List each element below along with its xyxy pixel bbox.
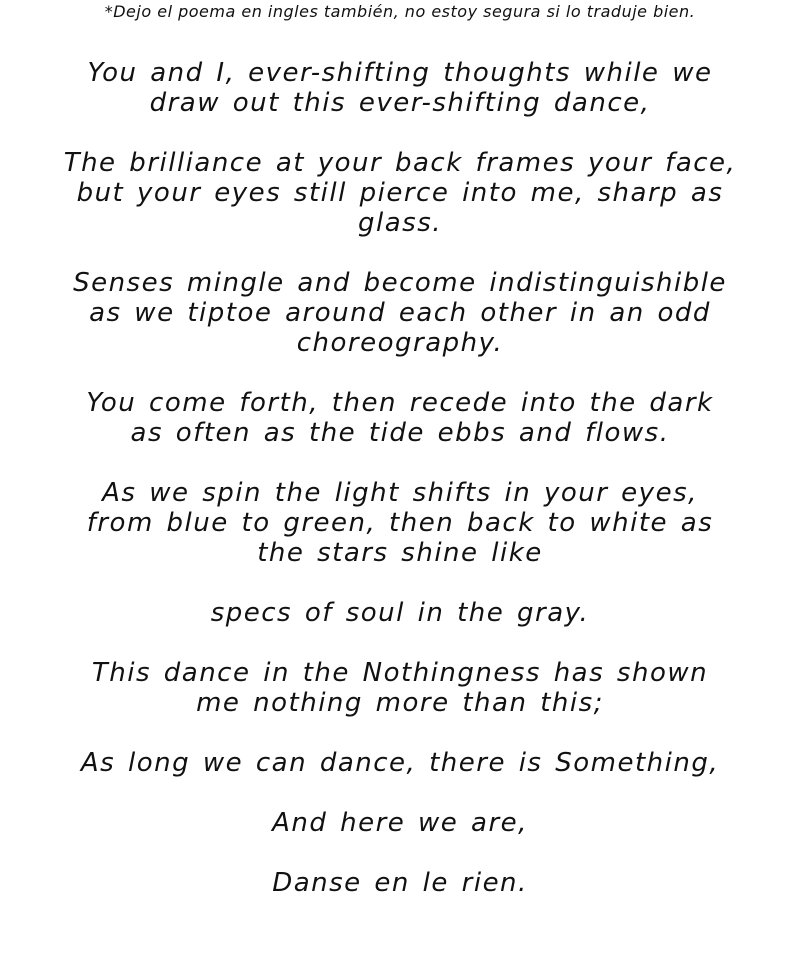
stanza-8 bbox=[40, 748, 760, 778]
poem-line: And here we are, bbox=[272, 808, 528, 838]
stanza-2 bbox=[40, 148, 760, 238]
stanza-10 bbox=[40, 868, 760, 898]
poem-line: draw out this ever-shifting dance, bbox=[149, 88, 651, 118]
poem-line: the stars shine like bbox=[257, 538, 543, 568]
poem-line: as often as the tide ebbs and flows. bbox=[130, 418, 670, 448]
poem-line: You and I, ever-shifting thoughts while we bbox=[87, 58, 713, 88]
stanza-1 bbox=[40, 58, 760, 118]
poem-line: As long we can dance, there is Something, bbox=[80, 748, 720, 778]
stanza-7 bbox=[40, 658, 760, 718]
poem-line: Senses mingle and become indistinguishible bbox=[73, 268, 727, 298]
poem-line: This dance in the Nothingness has shown bbox=[91, 658, 709, 688]
stanza-4 bbox=[40, 388, 760, 448]
poem-line: Danse en le rien. bbox=[272, 868, 528, 898]
poem-line: me nothing more than this; bbox=[196, 688, 604, 718]
poem bbox=[40, 58, 760, 928]
poem-line: but your eyes still pierce into me, sharp as bbox=[76, 178, 724, 208]
stanza-6 bbox=[40, 598, 760, 628]
poem-line: As we spin the light shifts in your eyes, bbox=[102, 478, 698, 508]
stanza-9 bbox=[40, 808, 760, 838]
poem-line: glass. bbox=[357, 208, 443, 238]
poem-line: as we tiptoe around each other in an odd bbox=[89, 298, 711, 328]
poem-line: You come forth, then recede into the dark bbox=[86, 388, 714, 418]
stanza-3 bbox=[40, 268, 760, 358]
poem-line: choreography. bbox=[296, 328, 504, 358]
translator-note: *Dejo el poema en ingles también, no estoy segura si lo traduje bien. bbox=[104, 2, 696, 21]
stanza-5 bbox=[40, 478, 760, 568]
poem-line: specs of soul in the gray. bbox=[210, 598, 590, 628]
poem-line: from blue to green, then back to white as bbox=[86, 508, 714, 538]
poem-line: The brilliance at your back frames your face, bbox=[63, 148, 737, 178]
